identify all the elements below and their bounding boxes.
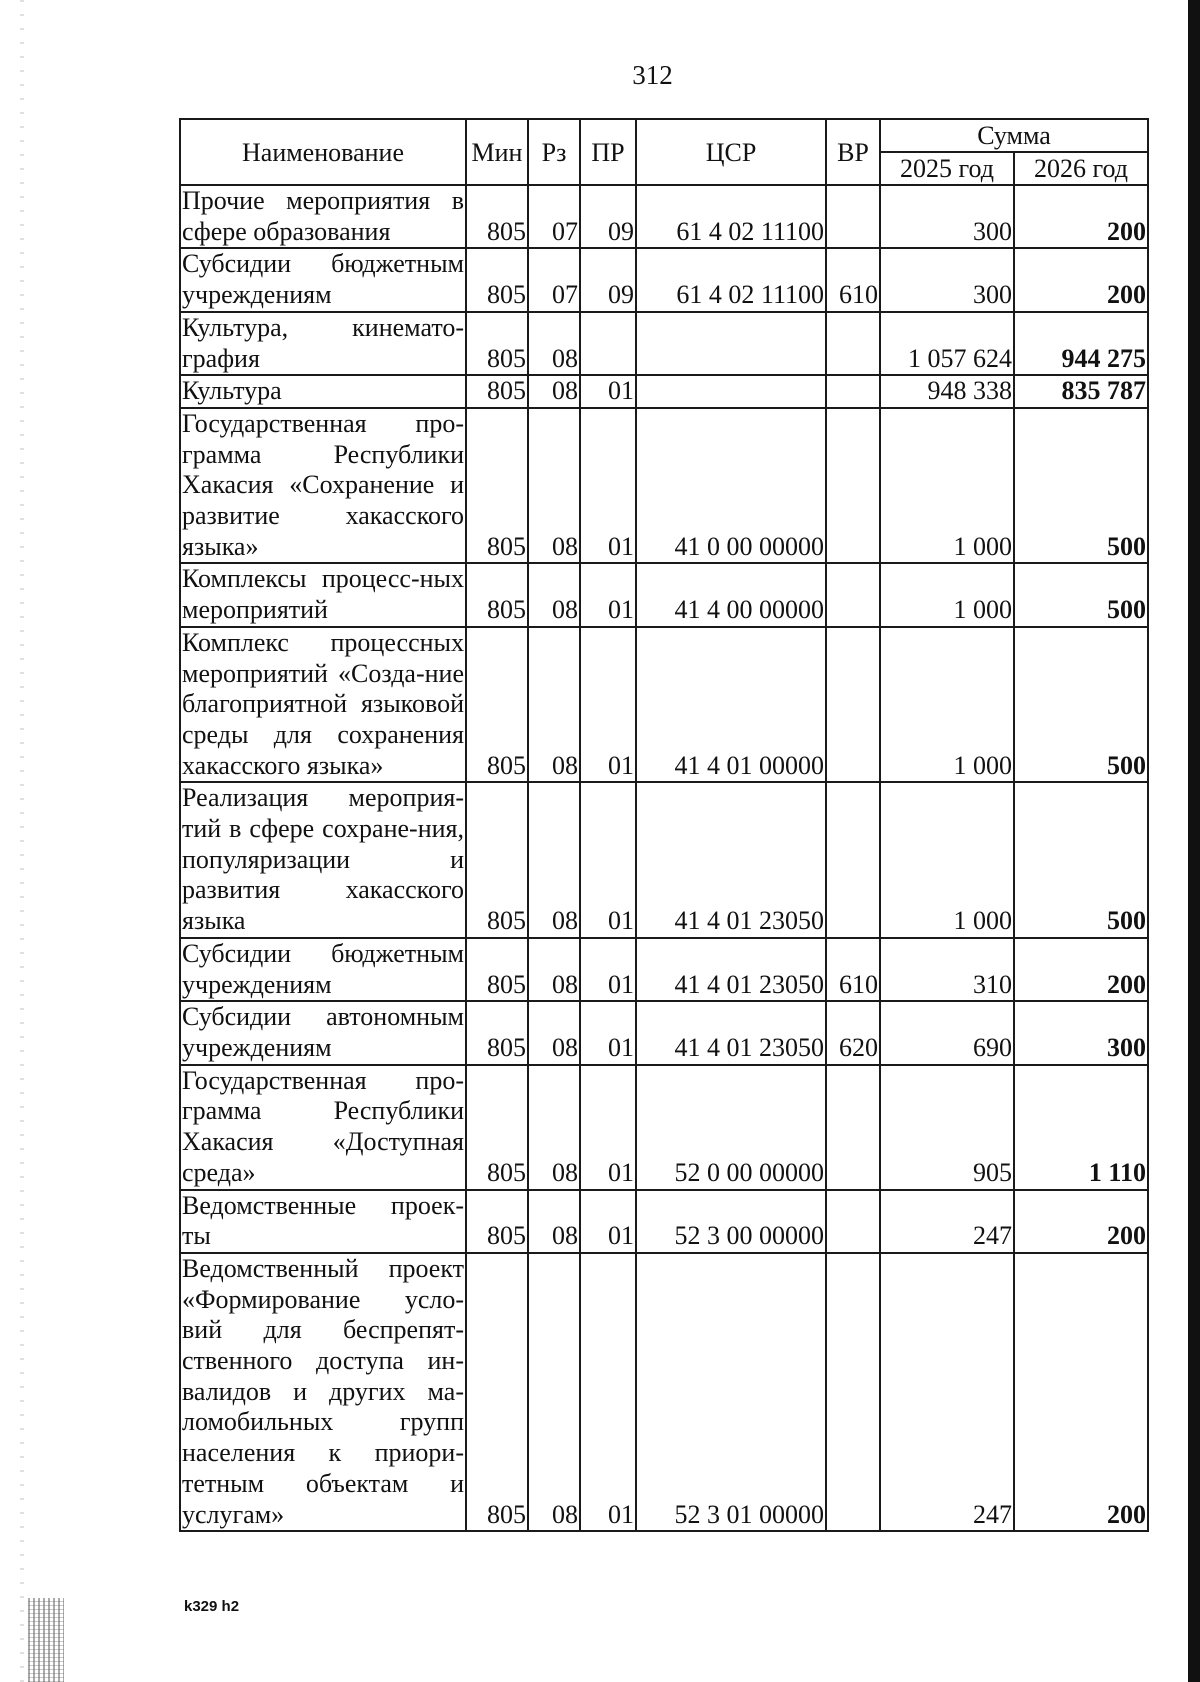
cell-csr: 41 4 01 23050: [636, 782, 826, 938]
table-row: [180, 1190, 1148, 1253]
table-body: [180, 185, 1148, 1531]
cell-csr: 52 3 00 00000: [636, 1190, 826, 1253]
cell-pr: 01: [580, 627, 636, 783]
cell-sum-2026: 200: [1014, 1190, 1148, 1253]
cell-min: 805: [466, 185, 528, 248]
cell-name: Государственная про-грамма Республики Хакасия «Доступная среда»: [180, 1065, 466, 1190]
cell-csr: [636, 375, 826, 408]
cell-rz: 08: [528, 408, 580, 564]
scan-artifact-bottom-left: [28, 1598, 64, 1682]
cell-pr: [580, 312, 636, 375]
table-row: [180, 185, 1148, 248]
cell-sum-2025: 1 057 624: [880, 312, 1014, 375]
cell-min: 805: [466, 1253, 528, 1531]
cell-vr: [826, 782, 880, 938]
cell-sum-2025: 948 338: [880, 375, 1014, 408]
cell-csr: 41 4 00 00000: [636, 563, 826, 626]
cell-vr: [826, 1190, 880, 1253]
cell-sum-2025: 247: [880, 1253, 1014, 1531]
header-year-2025: 2025 год: [880, 152, 1014, 185]
cell-name: Ведомственные проек-ты: [180, 1190, 466, 1253]
cell-csr: 41 4 01 23050: [636, 938, 826, 1001]
cell-csr: 41 4 01 00000: [636, 627, 826, 783]
footer-code: k329 h2: [184, 1598, 240, 1615]
cell-name: Комплексы процесс-ных мероприятий: [180, 563, 466, 626]
table-row: [180, 408, 1148, 564]
cell-vr: [826, 1253, 880, 1531]
cell-sum-2025: 310: [880, 938, 1014, 1001]
cell-sum-2025: 905: [880, 1065, 1014, 1190]
cell-sum-2026: 500: [1014, 782, 1148, 938]
cell-vr: [826, 408, 880, 564]
cell-min: 805: [466, 627, 528, 783]
cell-rz: 07: [528, 185, 580, 248]
cell-vr: [826, 185, 880, 248]
cell-csr: 41 4 01 23050: [636, 1001, 826, 1064]
cell-pr: 01: [580, 408, 636, 564]
cell-name: Ведомственный проект «Формирование усло-вий для беспрепят-ственного доступа ин-валидов и других ма-ломобильных групп населения к приори-тетным объектам и услугам»: [180, 1253, 466, 1531]
cell-pr: 09: [580, 248, 636, 311]
cell-sum-2025: 1 000: [880, 563, 1014, 626]
cell-vr: [826, 1065, 880, 1190]
header-year-2026: 2026 год: [1014, 152, 1148, 185]
scan-artifact-right-edge: [1188, 0, 1200, 1682]
cell-sum-2025: 1 000: [880, 408, 1014, 564]
cell-vr: [826, 312, 880, 375]
cell-sum-2026: 200: [1014, 938, 1148, 1001]
cell-csr: 61 4 02 11100: [636, 248, 826, 311]
cell-sum-2026: 500: [1014, 627, 1148, 783]
cell-rz: 08: [528, 938, 580, 1001]
table-row: [180, 938, 1148, 1001]
cell-rz: 08: [528, 1001, 580, 1064]
scan-artifact-left-edge: [20, 0, 24, 1682]
cell-name: Культура, кинемато-графия: [180, 312, 466, 375]
cell-min: 805: [466, 375, 528, 408]
table-row: [180, 782, 1148, 938]
cell-rz: 08: [528, 1253, 580, 1531]
cell-name: Прочие мероприятия в сфере образования: [180, 185, 466, 248]
cell-pr: 01: [580, 938, 636, 1001]
cell-pr: 01: [580, 1001, 636, 1064]
cell-sum-2026: 300: [1014, 1001, 1148, 1064]
table-row: [180, 1253, 1148, 1531]
cell-name: Государственная про-грамма Республики Хакасия «Сохранение и развитие хакасского языка»: [180, 408, 466, 564]
cell-sum-2025: 247: [880, 1190, 1014, 1253]
table-header: [180, 119, 1148, 185]
cell-name: Субсидии автономным учреждениям: [180, 1001, 466, 1064]
cell-rz: 08: [528, 375, 580, 408]
cell-sum-2026: 500: [1014, 408, 1148, 564]
cell-csr: 41 0 00 00000: [636, 408, 826, 564]
cell-min: 805: [466, 248, 528, 311]
cell-vr: 620: [826, 1001, 880, 1064]
table-row: [180, 563, 1148, 626]
header-min: Мин: [466, 119, 528, 185]
header-row-1: [180, 119, 1148, 152]
cell-csr: 61 4 02 11100: [636, 185, 826, 248]
header-sum: Сумма: [880, 119, 1148, 152]
cell-pr: 01: [580, 1190, 636, 1253]
cell-sum-2026: 500: [1014, 563, 1148, 626]
cell-sum-2026: 200: [1014, 185, 1148, 248]
cell-min: 805: [466, 408, 528, 564]
cell-sum-2025: 1 000: [880, 782, 1014, 938]
cell-rz: 08: [528, 627, 580, 783]
cell-name: Комплекс процессных мероприятий «Созда-ние благоприятной языковой среды для сохранения хакасского языка»: [180, 627, 466, 783]
cell-rz: 08: [528, 1065, 580, 1190]
table-row: [180, 627, 1148, 783]
cell-rz: 07: [528, 248, 580, 311]
cell-sum-2026: 200: [1014, 1253, 1148, 1531]
cell-pr: 01: [580, 1253, 636, 1531]
cell-rz: 08: [528, 563, 580, 626]
header-pr: ПР: [580, 119, 636, 185]
cell-rz: 08: [528, 1190, 580, 1253]
cell-vr: 610: [826, 938, 880, 1001]
cell-vr: [826, 375, 880, 408]
cell-min: 805: [466, 1001, 528, 1064]
cell-pr: 01: [580, 782, 636, 938]
header-vr: ВР: [826, 119, 880, 185]
cell-rz: 08: [528, 312, 580, 375]
cell-min: 805: [466, 1190, 528, 1253]
cell-sum-2025: 300: [880, 248, 1014, 311]
table-row: [180, 1001, 1148, 1064]
cell-pr: 01: [580, 563, 636, 626]
cell-vr: [826, 627, 880, 783]
table-row: [180, 1065, 1148, 1190]
cell-min: 805: [466, 938, 528, 1001]
cell-rz: 08: [528, 782, 580, 938]
table-row: [180, 375, 1148, 408]
cell-name: Субсидии бюджетным учреждениям: [180, 248, 466, 311]
cell-vr: [826, 563, 880, 626]
cell-min: 805: [466, 563, 528, 626]
header-rz: Рз: [528, 119, 580, 185]
cell-min: 805: [466, 1065, 528, 1190]
page-number: 312: [632, 60, 673, 90]
cell-sum-2026: 1 110: [1014, 1065, 1148, 1190]
table-row: [180, 248, 1148, 311]
cell-pr: 09: [580, 185, 636, 248]
table-row: [180, 312, 1148, 375]
cell-csr: [636, 312, 826, 375]
budget-table: [179, 118, 1149, 1532]
cell-sum-2026: 944 275: [1014, 312, 1148, 375]
header-name: Наименование: [180, 119, 466, 185]
cell-pr: 01: [580, 1065, 636, 1190]
cell-name: Реализация мероприя-тий в сфере сохране-ния, популяризации и развития хакасского языка: [180, 782, 466, 938]
cell-sum-2026: 200: [1014, 248, 1148, 311]
cell-vr: 610: [826, 248, 880, 311]
cell-name: Культура: [180, 375, 466, 408]
cell-sum-2026: 835 787: [1014, 375, 1148, 408]
cell-sum-2025: 690: [880, 1001, 1014, 1064]
cell-min: 805: [466, 782, 528, 938]
cell-min: 805: [466, 312, 528, 375]
cell-sum-2025: 1 000: [880, 627, 1014, 783]
header-csr: ЦСР: [636, 119, 826, 185]
cell-csr: 52 0 00 00000: [636, 1065, 826, 1190]
cell-csr: 52 3 01 00000: [636, 1253, 826, 1531]
cell-name: Субсидии бюджетным учреждениям: [180, 938, 466, 1001]
cell-pr: 01: [580, 375, 636, 408]
cell-sum-2025: 300: [880, 185, 1014, 248]
